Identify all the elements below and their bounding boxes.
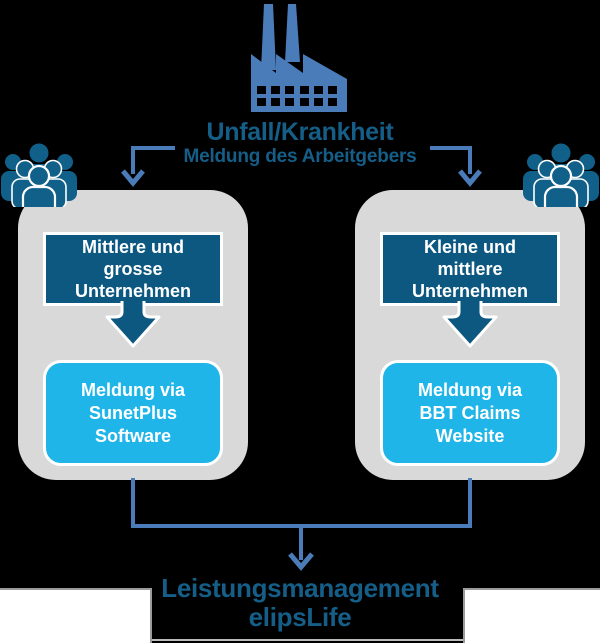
right-report-line: Meldung via — [417, 379, 522, 400]
right-arrowhead-icon — [460, 171, 480, 183]
right-report-line: BBT Claims — [419, 402, 521, 423]
page-subtitle: Meldung des Arbeitgebers — [183, 146, 417, 167]
left-down-arrow-icon — [101, 301, 165, 349]
left-company-box — [43, 232, 223, 306]
left-report-line: SunetPlus — [88, 402, 177, 423]
footer-line: Leistungsmanagement — [161, 573, 439, 603]
right-company-line: Unternehmen — [411, 281, 528, 301]
right-company-box — [380, 232, 560, 306]
right-down-arrow-icon — [438, 301, 502, 349]
right-report-line: Website — [435, 425, 505, 446]
right-company-line: mittlere — [437, 259, 503, 279]
left-company-line: Mittlere und — [82, 237, 184, 257]
left-report-line: Meldung via — [80, 379, 185, 400]
left-report-box — [43, 360, 223, 466]
merge-connector — [133, 478, 470, 526]
down-arrowhead-icon — [290, 554, 312, 567]
right-company-line: Kleine und — [423, 237, 516, 257]
page-title: Unfall/Krankheit — [206, 118, 394, 146]
footer-title — [0, 574, 600, 632]
bottom-divider-line — [152, 639, 463, 641]
factory-icon — [250, 4, 348, 114]
left-report-line: Software — [94, 425, 172, 446]
left-company-line: Unternehmen — [74, 281, 191, 301]
left-arrowhead-icon — [123, 171, 143, 183]
right-report-box — [380, 360, 560, 466]
footer-line: elipsLife — [248, 602, 352, 632]
left-company-line: grosse — [103, 259, 163, 279]
